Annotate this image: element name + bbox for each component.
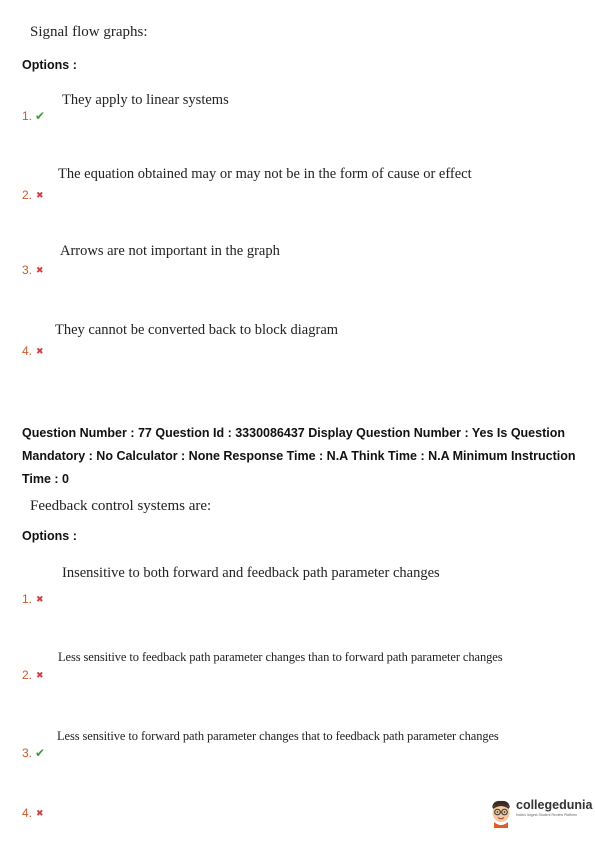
question-text: Feedback control systems are: [30, 498, 212, 514]
option-number: 4. ✖ [22, 344, 44, 358]
option-text: They apply to linear systems [62, 92, 229, 108]
option-number: 4. ✖ [22, 806, 44, 820]
options-label: Options : [22, 529, 77, 543]
option-number: 2. ✖ [22, 668, 44, 682]
option-text: The equation obtained may or may not be in the form of cause or effect [58, 166, 472, 182]
question-text: Signal flow graphs: [30, 24, 148, 40]
option-text: Arrows are not important in the graph [60, 243, 280, 259]
cross-icon: ✖ [36, 265, 44, 275]
check-icon: ✔ [35, 109, 46, 123]
option-text: Less sensitive to forward path parameter changes that to feedback path parameter changes [57, 729, 499, 743]
option-text: Insensitive to both forward and feedback path parameter changes [62, 565, 440, 581]
cross-icon: ✖ [36, 346, 44, 356]
option-number: 2. ✖ [22, 188, 44, 202]
logo-tagline: India's largest Student Review Platform [516, 813, 577, 817]
option-number: 1. ✖ [22, 592, 44, 606]
option-number: 1. ✔ [22, 109, 46, 123]
collegedunia-logo [489, 798, 592, 828]
option-text: Less sensitive to feedback path parameter changes than to forward path parameter changes [58, 650, 503, 664]
cross-icon: ✖ [36, 190, 44, 200]
options-label: Options : [22, 58, 77, 72]
option-text: They cannot be converted back to block diagram [55, 322, 339, 338]
option-number: 3. ✔ [22, 746, 46, 760]
cross-icon: ✖ [36, 670, 44, 680]
cross-icon: ✖ [36, 594, 44, 604]
logo-name: collegedunia [516, 798, 593, 812]
check-icon: ✔ [35, 746, 46, 760]
mascot-icon [489, 798, 513, 828]
cross-icon: ✖ [36, 808, 44, 818]
question-meta: Question Number : 77 Question Id : 3330086437 Display Question Number : Yes Is Question Mandatory : No Calculator : None Response Time : N.A Think Time : N.A Minimum Instruction Time : 0 [22, 426, 576, 486]
option-number: 3. ✖ [22, 263, 44, 277]
